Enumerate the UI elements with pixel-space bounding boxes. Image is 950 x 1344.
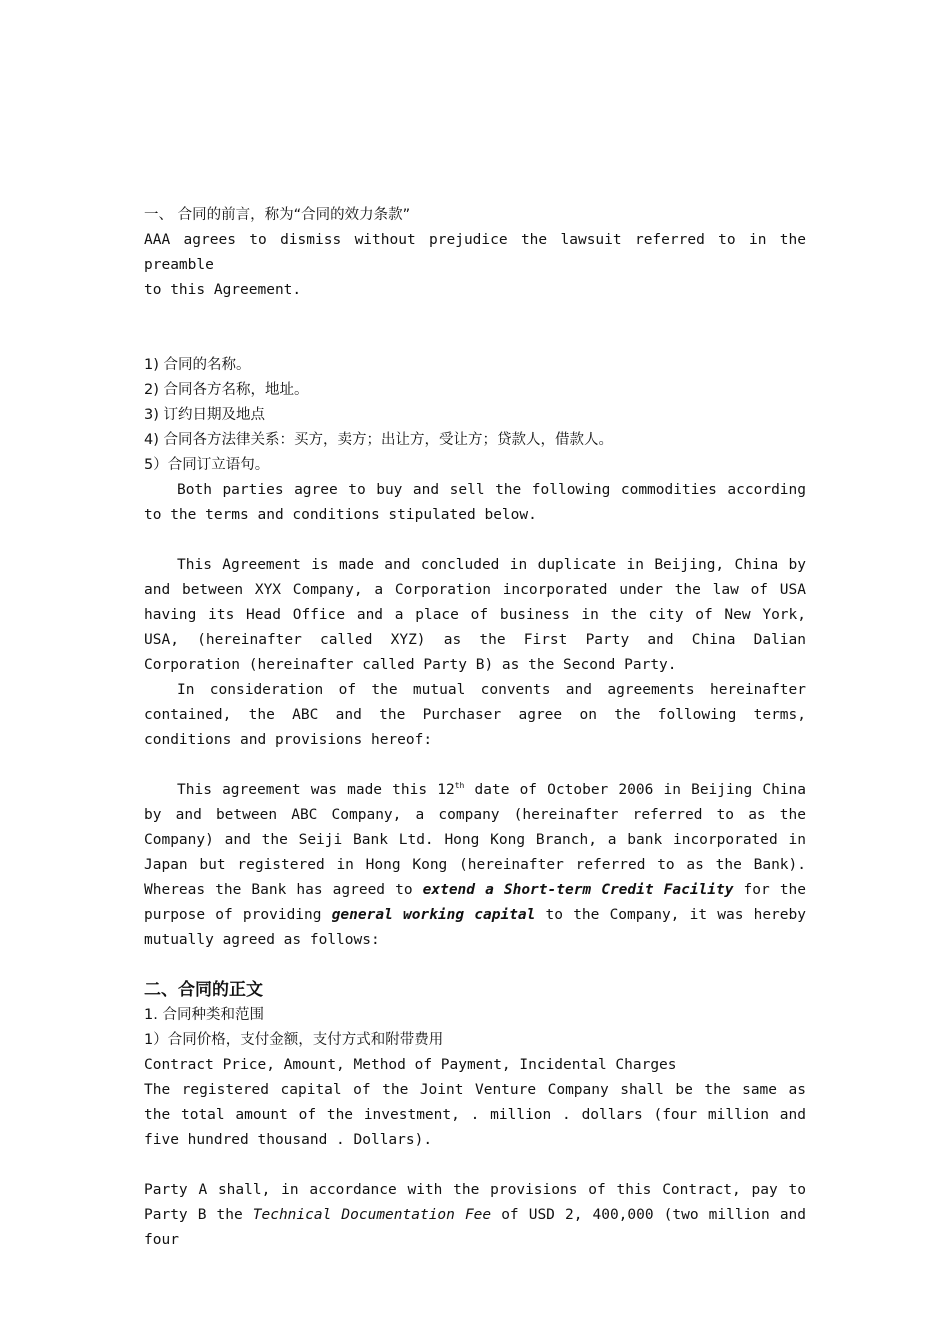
para5-text: to the Company, it was hereby mutually agreed as follows: bbox=[144, 907, 806, 948]
para5-text: This agreement was made this 12 bbox=[177, 782, 455, 798]
para7-text: of USD 2, 400,000 (two million and four bbox=[144, 1207, 807, 1248]
paragraph-registered-capital: The registered capital of the Joint Venture Company shall be the same as the total amount of the investment, . million . dollars (four million and five hundred thousand . Dollars). bbox=[144, 1082, 806, 1148]
para7-text: Party A shall, in accordance with the provisions of this Contract, pay to Party B the bbox=[144, 1182, 806, 1223]
ordinal-suffix: th bbox=[454, 781, 465, 791]
list-item: 2) 合同各方名称，地址。 bbox=[144, 382, 309, 398]
spacer bbox=[144, 528, 806, 553]
paragraph-consideration: In consideration of the mutual convents and agreements hereinafter contained, the ABC and the Purchaser agree on the following terms, conditions and provisions hereof: bbox=[144, 682, 806, 748]
paragraph-buy-sell: Both parties agree to buy and sell the following commodities according to the terms and conditions stipulated below. bbox=[144, 482, 806, 523]
para5-text: for the purpose of providing bbox=[144, 882, 807, 923]
spacer bbox=[144, 303, 806, 328]
list-item: 4) 合同各方法律关系：买方，卖方；出让方，受让方；贷款人，借款人。 bbox=[144, 432, 613, 448]
spacer bbox=[144, 953, 806, 978]
para5-text: date of October 2006 in Beijing China by and between ABC Company, a company (hereinafter referred to as the Company) and the Seiji Bank Ltd. Hong Kong Branch, a bank incorporated in Japan but registered in Hong Kong (hereinafter referred to as the Bank). Whereas the Bank has agreed to bbox=[144, 782, 807, 898]
emphasis-technical-fee: Technical Documentation Fee bbox=[252, 1207, 492, 1223]
list-item: 1) 合同的名称。 bbox=[144, 357, 251, 373]
section1-heading: 一、 合同的前言，称为“合同的效力条款” bbox=[144, 207, 411, 223]
emphasis-credit-facility: extend a Short-term Credit Facility bbox=[422, 882, 734, 898]
item1-1-heading: 1）合同价格，支付金额，支付方式和附带费用 bbox=[144, 1032, 444, 1048]
para1-line1: AAA agrees to dismiss without prejudice the lawsuit referred to in the preamble bbox=[144, 232, 806, 273]
item1-heading: 1. 合同种类和范围 bbox=[144, 1007, 264, 1023]
spacer bbox=[144, 753, 806, 778]
spacer bbox=[144, 1153, 806, 1178]
paragraph-credit-facility bbox=[144, 778, 806, 953]
para1-line2: to this Agreement. bbox=[144, 282, 302, 298]
document-page bbox=[144, 203, 806, 1253]
item1-1-english: Contract Price, Amount, Method of Payment, Incidental Charges bbox=[144, 1057, 677, 1073]
emphasis-working-capital: general working capital bbox=[331, 907, 536, 923]
list-item: 5）合同订立语句。 bbox=[144, 457, 270, 473]
section2-heading: 二、合同的正文 bbox=[144, 980, 263, 1000]
paragraph-agreement-parties: This Agreement is made and concluded in duplicate in Beijing, China by and between XYX Company, a Corporation incorporated under the law of USA having its Head Office and a place of business in the city of New York, USA, (hereinafter called XYZ) as the First Party and China Dalian Corporation (hereinafter called Party B) as the Second Party. bbox=[144, 557, 806, 673]
list-item: 3) 订约日期及地点 bbox=[144, 407, 265, 423]
spacer bbox=[144, 328, 806, 353]
paragraph-technical-fee bbox=[144, 1178, 806, 1253]
